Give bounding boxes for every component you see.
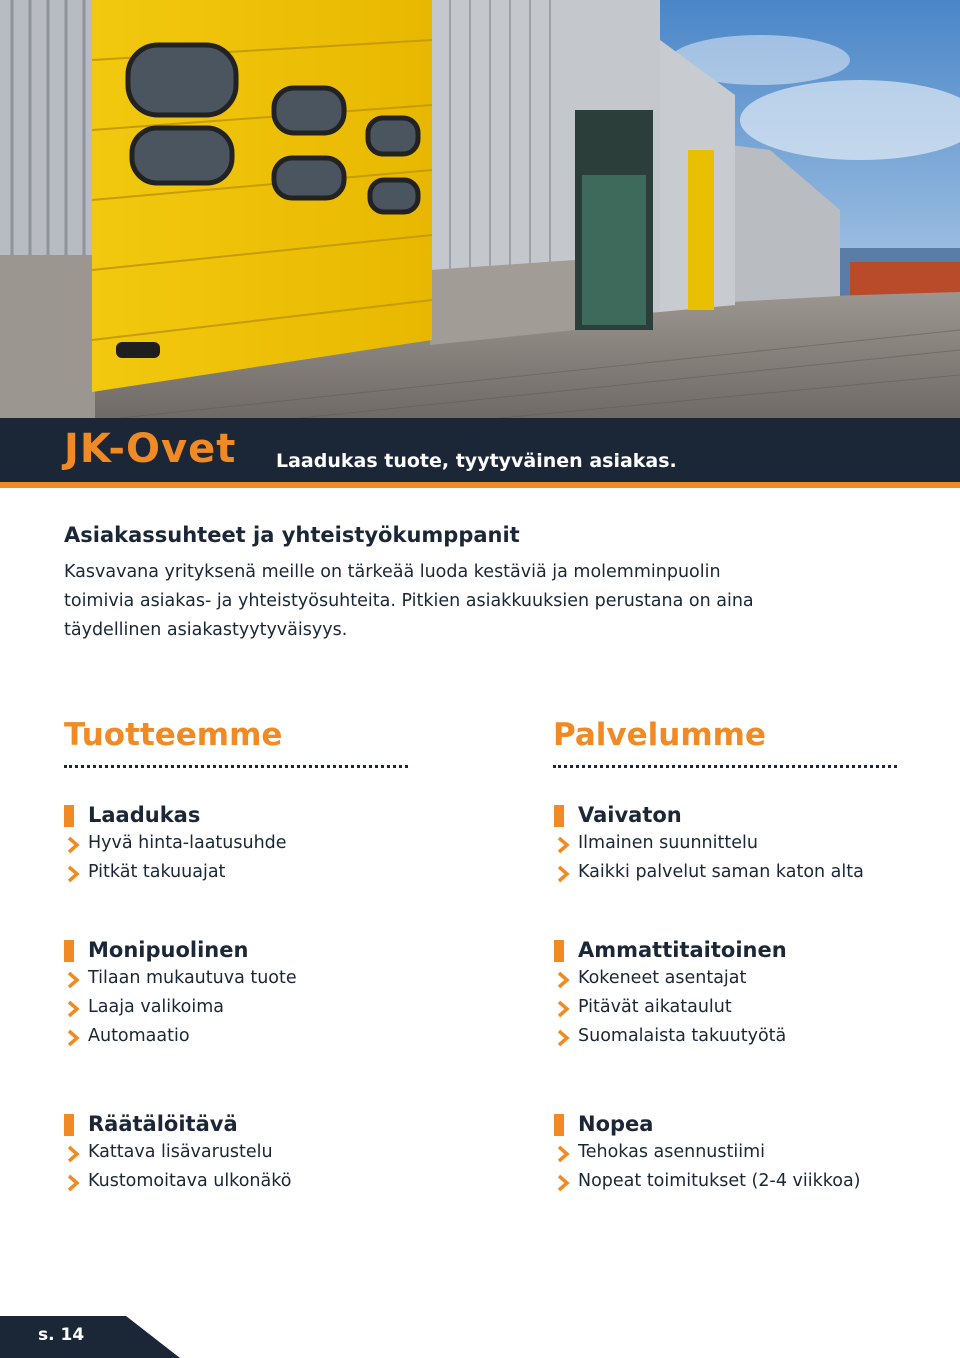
- orange-bar-icon: [64, 805, 74, 827]
- list-item-text: Nopeat toimitukset (2-4 viikkoa): [578, 1171, 861, 1191]
- list-item-text: Automaatio: [88, 1026, 190, 1046]
- list-item-text: Hyvä hinta-laatusuhde: [88, 833, 287, 853]
- list-item: [64, 995, 444, 1024]
- list-item-text: Kattava lisävarustelu: [88, 1142, 273, 1162]
- chevron-right-icon: [65, 836, 81, 854]
- industrial-building-photo: [0, 0, 960, 418]
- list-item-text: Tilaan mukautuva tuote: [88, 968, 297, 988]
- list-item-text: Kaikki palvelut saman katon alta: [578, 862, 864, 882]
- list-item-text: Laaja valikoima: [88, 997, 225, 1017]
- tagline: Laadukas tuote, tyytyväinen asiakas.: [276, 450, 677, 472]
- list-item: [554, 966, 934, 995]
- chevron-right-icon: [65, 971, 81, 989]
- service-group-nopea: [554, 1112, 934, 1198]
- list-item-text: Kokeneet asentajat: [578, 968, 747, 988]
- list-item-text: Ilmainen suunnittelu: [578, 833, 758, 853]
- intro-body: Kasvavana yrityksenä meille on tärkeää luoda kestäviä ja molemminpuolin toimivia asiakas- ja yhteistyösuhteita. Pitkien asiakkuuksien perustana on aina täydellinen asiakastyytyväisyys.: [64, 562, 754, 640]
- chevron-right-icon: [65, 1000, 81, 1018]
- list-item: [64, 831, 444, 860]
- orange-bar-icon: [64, 1114, 74, 1136]
- list-item-text: Pitävät aikataulut: [578, 997, 732, 1017]
- group-title: Ammattitaitoinen: [578, 938, 787, 962]
- brand-logo-text: JK-Ovet: [64, 426, 237, 472]
- chevron-right-icon: [555, 836, 571, 854]
- chevron-right-icon: [555, 1029, 571, 1047]
- group-title: Vaivaton: [578, 803, 682, 827]
- products-title: Tuotteemme: [64, 717, 283, 753]
- list-item: [64, 1169, 444, 1198]
- chevron-right-icon: [65, 1174, 81, 1192]
- title-bar: [0, 418, 960, 488]
- chevron-right-icon: [555, 1174, 571, 1192]
- service-group-vaivaton: [554, 803, 934, 889]
- services-title: Palvelumme: [553, 717, 766, 753]
- orange-bar-icon: [554, 805, 564, 827]
- service-group-ammattitaitoinen: [554, 938, 934, 1053]
- product-group-monipuolinen: [64, 938, 444, 1053]
- group-title: Monipuolinen: [88, 938, 249, 962]
- chevron-right-icon: [555, 971, 571, 989]
- orange-bar-icon: [554, 1114, 564, 1136]
- list-item: [64, 1024, 444, 1053]
- list-item-text: Pitkät takuuajat: [88, 862, 226, 882]
- intro-heading: Asiakassuhteet ja yhteistyökumppanit: [64, 523, 520, 547]
- products-divider: [64, 765, 408, 768]
- list-item-text: Kustomoitava ulkonäkö: [88, 1171, 292, 1191]
- product-group-laadukas: [64, 803, 444, 889]
- list-item: [554, 995, 934, 1024]
- list-item: [554, 831, 934, 860]
- page-tab-shape: [0, 1316, 180, 1358]
- chevron-right-icon: [555, 865, 571, 883]
- group-title: Räätälöitävä: [88, 1112, 238, 1136]
- orange-bar-icon: [64, 940, 74, 962]
- list-item: [554, 860, 934, 889]
- page-number: s. 14: [38, 1325, 85, 1345]
- list-item: [554, 1140, 934, 1169]
- list-item: [554, 1169, 934, 1198]
- list-item: [64, 860, 444, 889]
- group-title: Laadukas: [88, 803, 201, 827]
- list-item-text: Tehokas asennustiimi: [578, 1142, 766, 1162]
- orange-bar-icon: [554, 940, 564, 962]
- hero-photo: [0, 0, 960, 418]
- chevron-right-icon: [65, 1145, 81, 1163]
- chevron-right-icon: [555, 1000, 571, 1018]
- product-group-raatalo: [64, 1112, 444, 1198]
- list-item: [554, 1024, 934, 1053]
- list-item-text: Suomalaista takuutyötä: [578, 1026, 787, 1046]
- chevron-right-icon: [555, 1145, 571, 1163]
- list-item: [64, 966, 444, 995]
- group-title: Nopea: [578, 1112, 654, 1136]
- page-number-tab: [0, 1316, 180, 1358]
- services-divider: [553, 765, 897, 768]
- chevron-right-icon: [65, 1029, 81, 1047]
- list-item: [64, 1140, 444, 1169]
- chevron-right-icon: [65, 865, 81, 883]
